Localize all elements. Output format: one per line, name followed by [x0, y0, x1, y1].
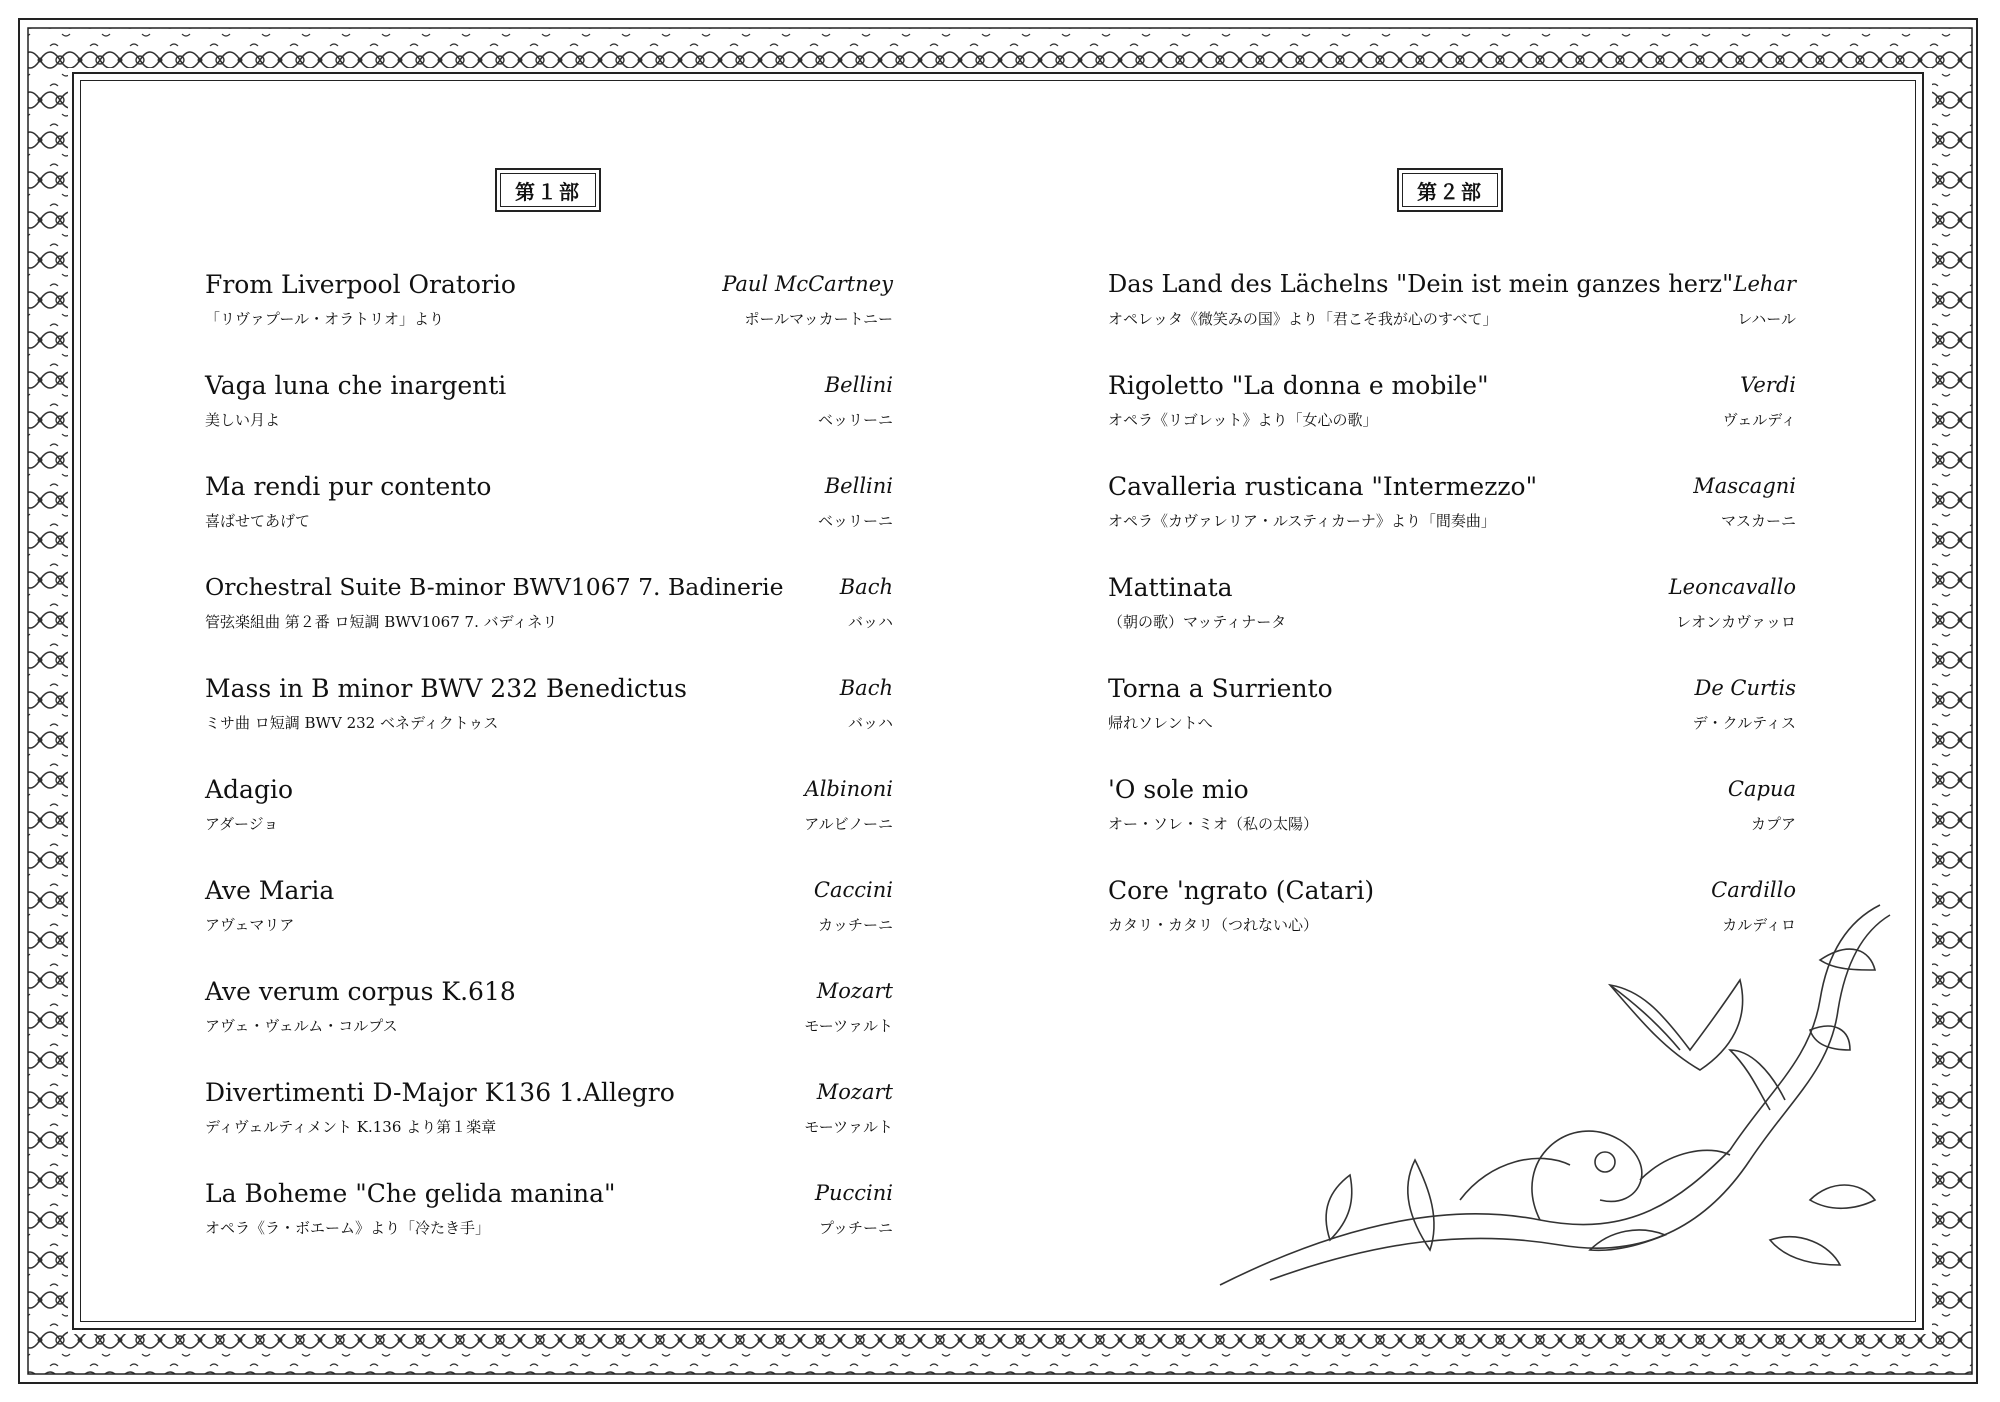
composer-name-jp: レハール [1737, 310, 1796, 328]
piece-title-jp: カタリ・カタリ（つれない心） [1108, 916, 1319, 934]
program-item [1108, 674, 1796, 775]
composer-name-jp: アルビノーニ [804, 815, 893, 833]
piece-title-jp: 美しい月よ [205, 411, 281, 429]
piece-title: Ave verum corpus K.618 [205, 977, 516, 1006]
composer-name: Caccini [813, 878, 893, 902]
piece-title: Rigoletto "La donna e mobile" [1108, 371, 1489, 400]
part1-program-list [205, 270, 893, 1280]
composer-name-jp: モーツァルト [804, 1017, 893, 1035]
composer-name-jp: バッハ [847, 714, 893, 732]
part2-program-list [1108, 270, 1796, 977]
composer-name-jp: カプア [1750, 815, 1796, 833]
program-item [205, 1179, 893, 1280]
piece-title-jp: オー・ソレ・ミオ（私の太陽） [1108, 815, 1319, 833]
piece-title-jp: 喜ばせてあげて [205, 512, 311, 530]
composer-name-jp: ベッリーニ [817, 411, 893, 429]
composer-name-jp: モーツァルト [804, 1118, 893, 1136]
composer-name: Mascagni [1693, 474, 1796, 498]
piece-title-jp: ミサ曲 ロ短調 BWV 232 ベネディクトゥス [205, 714, 499, 732]
piece-title: From Liverpool Oratorio [205, 270, 516, 299]
program-item [205, 977, 893, 1078]
piece-title-jp: オペレッタ《微笑みの国》より「君こそ我が心のすべて」 [1108, 310, 1498, 328]
program-item [1108, 270, 1796, 371]
piece-title: Adagio [205, 775, 294, 804]
composer-name: Bach [839, 575, 893, 599]
piece-title-jp: オペラ《リゴレット》より「女心の歌」 [1108, 411, 1378, 429]
program-item [1108, 472, 1796, 573]
composer-name: Capua [1727, 777, 1796, 801]
piece-title-jp: 「リヴァプール・オラトリオ」より [205, 310, 444, 328]
composer-name-jp: レオンカヴァッロ [1676, 613, 1796, 631]
composer-name: Bellini [824, 373, 893, 397]
program-item [205, 876, 893, 977]
piece-title: Cavalleria rusticana "Intermezzo" [1108, 472, 1538, 501]
composer-name-jp: デ・クルティス [1692, 714, 1796, 732]
part2-label: 第２部 [1397, 168, 1503, 212]
program-item [1108, 371, 1796, 472]
piece-title: 'O sole mio [1108, 775, 1249, 804]
piece-title-jp: 帰れソレントへ [1108, 714, 1213, 732]
piece-title-jp: オペラ《カヴァレリア・ルスティカーナ》より「間奏曲」 [1108, 512, 1496, 530]
piece-title-jp: オペラ《ラ・ボエーム》より「冷たき手」 [205, 1219, 491, 1237]
composer-name: Paul McCartney [722, 272, 893, 296]
piece-title-jp: （朝の歌）マッティナータ [1108, 613, 1287, 631]
piece-title-jp: アダージョ [205, 815, 279, 833]
piece-title: Core 'ngrato (Catari) [1108, 876, 1375, 905]
program-item [1108, 775, 1796, 876]
program-item [205, 472, 893, 573]
program-item [205, 371, 893, 472]
composer-name: Puccini [814, 1181, 893, 1205]
piece-title-jp: アヴェ・ヴェルム・コルプス [205, 1017, 398, 1035]
piece-title: Vaga luna che inargenti [205, 371, 507, 400]
composer-name-jp: ベッリーニ [817, 512, 893, 530]
composer-name: Bellini [824, 474, 893, 498]
piece-title: Divertimenti D-Major K136 1.Allegro [205, 1078, 675, 1107]
floral-ornament-icon [1210, 900, 1910, 1300]
piece-title: Mattinata [1108, 573, 1233, 602]
composer-name-jp: カッチーニ [818, 916, 893, 934]
piece-title: La Boheme "Che gelida manina" [205, 1179, 616, 1208]
piece-title-jp: アヴェマリア [205, 916, 295, 934]
composer-name: Mozart [816, 1080, 893, 1104]
piece-title: Ave Maria [205, 876, 335, 905]
program-item [205, 573, 893, 674]
piece-title-jp: ディヴェルティメント K.136 より第１楽章 [205, 1118, 497, 1136]
composer-name-jp: ポールマッカートニー [744, 310, 893, 328]
composer-name: Cardillo [1711, 878, 1796, 902]
composer-name: Bach [839, 676, 893, 700]
piece-title: Torna a Surriento [1108, 674, 1333, 703]
piece-title: Mass in B minor BWV 232 Benedictus [205, 674, 687, 703]
program-item [205, 1078, 893, 1179]
piece-title-jp: 管弦楽組曲 第２番 ロ短調 BWV1067 7. バディネリ [205, 613, 558, 631]
piece-title: Das Land des Lächelns "Dein ist mein ganzes herz" [1108, 270, 1734, 298]
composer-name-jp: カルディロ [1722, 916, 1796, 934]
composer-name-jp: バッハ [847, 613, 893, 631]
composer-name-jp: ヴェルディ [1722, 411, 1796, 429]
composer-name: Verdi [1740, 373, 1796, 397]
program-item [205, 270, 893, 371]
program-item [205, 775, 893, 876]
composer-name-jp: プッチーニ [819, 1219, 893, 1237]
piece-title: Ma rendi pur contento [205, 472, 492, 501]
composer-name: Albinoni [804, 777, 893, 801]
composer-name: De Curtis [1694, 676, 1796, 700]
composer-name-jp: マスカーニ [1720, 512, 1796, 530]
composer-name: Lehar [1733, 272, 1796, 296]
program-item [1108, 573, 1796, 674]
piece-title: Orchestral Suite B-minor BWV1067 7. Badinerie [205, 573, 784, 601]
composer-name: Mozart [816, 979, 893, 1003]
program-item [205, 674, 893, 775]
part1-label: 第１部 [495, 168, 601, 212]
composer-name: Leoncavallo [1668, 575, 1796, 599]
